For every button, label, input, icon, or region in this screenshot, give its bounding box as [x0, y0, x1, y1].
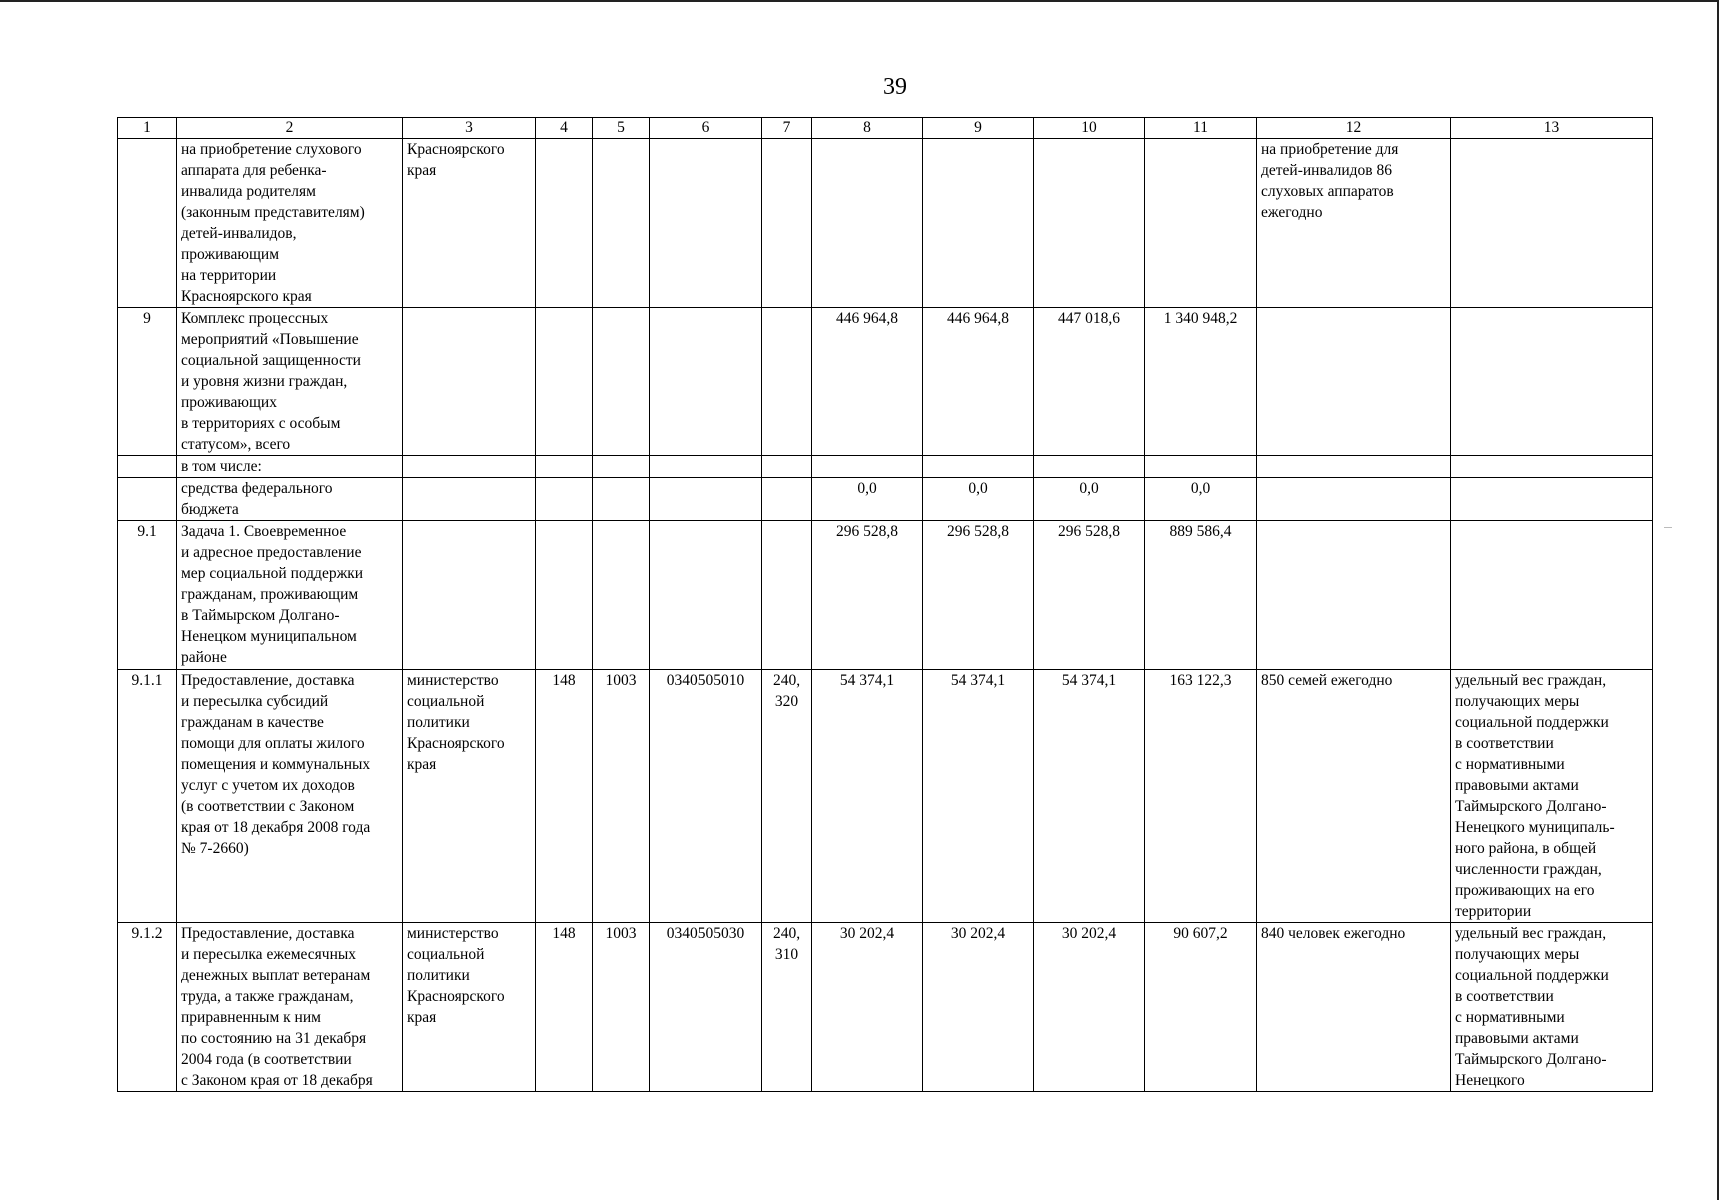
grbs-code-cell	[536, 456, 593, 478]
expense-type-cell	[762, 139, 812, 308]
expense-type-cell: 240, 310	[762, 923, 812, 1092]
column-number-cell: 12	[1257, 118, 1451, 139]
page-number: 39	[883, 74, 907, 100]
event-name-cell: Комплекс процессных мероприятий «Повышение социальной защищенности и уровня жизни граждан, проживающих в территориях с особым статусом», всего	[177, 308, 403, 456]
amount-year3-cell: 447 018,6	[1034, 308, 1145, 456]
column-number-cell: 13	[1451, 118, 1653, 139]
indicator-cell: удельный вес граждан, получающих меры социальной поддержки в соответствии с нормативными правовыми актами Таймырского Долгано- Ненецкого	[1451, 923, 1653, 1092]
amount-year3-cell	[1034, 139, 1145, 308]
section-code-cell	[593, 139, 650, 308]
row-number-cell	[118, 456, 177, 478]
table-row	[118, 923, 1653, 1092]
event-name-cell: Предоставление, доставка и пересылка субсидий гражданам в качестве помощи для оплаты жилого помещения и коммунальных услуг с учетом их доходов (в соответствии с Законом края от 18 декабря 2008 года № 7-2660)	[177, 670, 403, 923]
event-name-cell: на приобретение слухового аппарата для ребенка- инвалида родителям (законным представителям) детей-инвалидов, проживающим на территории Красноярского края	[177, 139, 403, 308]
amount-year3-cell: 54 374,1	[1034, 670, 1145, 923]
amount-year1-cell	[812, 139, 923, 308]
amount-year1-cell: 0,0	[812, 478, 923, 521]
amount-year3-cell	[1034, 456, 1145, 478]
row-number-cell: 9.1	[118, 521, 177, 670]
expense-type-cell	[762, 456, 812, 478]
amount-year1-cell: 54 374,1	[812, 670, 923, 923]
column-number-cell: 11	[1145, 118, 1257, 139]
row-number-cell: 9	[118, 308, 177, 456]
section-code-cell	[593, 478, 650, 521]
executor-cell	[403, 521, 536, 670]
expected-result-cell: 840 человек ежегодно	[1257, 923, 1451, 1092]
amount-year1-cell: 446 964,8	[812, 308, 923, 456]
amount-year3-cell: 0,0	[1034, 478, 1145, 521]
expense-type-cell	[762, 521, 812, 670]
target-article-cell	[650, 456, 762, 478]
amount-year2-cell: 296 528,8	[923, 521, 1034, 670]
amount-total-cell	[1145, 456, 1257, 478]
event-name-cell: Предоставление, доставка и пересылка ежемесячных денежных выплат ветеранам труда, а также гражданам, приравненным к ним по состоянию на 31 декабря 2004 года (в соответствии с Законом края от 18 декабря	[177, 923, 403, 1092]
grbs-code-cell	[536, 478, 593, 521]
executor-cell: министерство социальной политики Красноярского края	[403, 670, 536, 923]
expected-result-cell	[1257, 308, 1451, 456]
expense-type-cell: 240, 320	[762, 670, 812, 923]
table-row	[118, 308, 1653, 456]
amount-year2-cell: 0,0	[923, 478, 1034, 521]
indicator-cell	[1451, 308, 1653, 456]
amount-total-cell: 1 340 948,2	[1145, 308, 1257, 456]
indicator-cell	[1451, 521, 1653, 670]
amount-year1-cell	[812, 456, 923, 478]
amount-year2-cell: 446 964,8	[923, 308, 1034, 456]
scan-mark	[1664, 527, 1672, 528]
target-article-cell	[650, 521, 762, 670]
expected-result-cell: 850 семей ежегодно	[1257, 670, 1451, 923]
column-number-cell: 1	[118, 118, 177, 139]
program-table	[117, 117, 1653, 1092]
amount-year1-cell: 30 202,4	[812, 923, 923, 1092]
amount-total-cell: 163 122,3	[1145, 670, 1257, 923]
amount-total-cell	[1145, 139, 1257, 308]
table-row	[118, 139, 1653, 308]
row-number-cell: 9.1.2	[118, 923, 177, 1092]
column-number-cell: 8	[812, 118, 923, 139]
indicator-cell	[1451, 478, 1653, 521]
amount-year2-cell: 30 202,4	[923, 923, 1034, 1092]
section-code-cell	[593, 308, 650, 456]
indicator-cell	[1451, 456, 1653, 478]
indicator-cell	[1451, 139, 1653, 308]
table-row	[118, 521, 1653, 670]
amount-total-cell: 0,0	[1145, 478, 1257, 521]
section-code-cell: 1003	[593, 923, 650, 1092]
grbs-code-cell	[536, 521, 593, 670]
expense-type-cell	[762, 308, 812, 456]
expense-type-cell	[762, 478, 812, 521]
row-number-cell: 9.1.1	[118, 670, 177, 923]
amount-year3-cell: 296 528,8	[1034, 521, 1145, 670]
column-number-cell: 7	[762, 118, 812, 139]
amount-total-cell: 90 607,2	[1145, 923, 1257, 1092]
amount-total-cell: 889 586,4	[1145, 521, 1257, 670]
target-article-cell: 0340505010	[650, 670, 762, 923]
target-article-cell: 0340505030	[650, 923, 762, 1092]
target-article-cell	[650, 139, 762, 308]
grbs-code-cell	[536, 139, 593, 308]
amount-year3-cell: 30 202,4	[1034, 923, 1145, 1092]
row-number-cell	[118, 478, 177, 521]
expected-result-cell	[1257, 521, 1451, 670]
grbs-code-cell: 148	[536, 923, 593, 1092]
event-name-cell: Задача 1. Своевременное и адресное предоставление мер социальной поддержки гражданам, проживающим в Таймырском Долгано- Ненецком муниципальном районе	[177, 521, 403, 670]
amount-year1-cell: 296 528,8	[812, 521, 923, 670]
row-number-cell	[118, 139, 177, 308]
column-number-cell: 9	[923, 118, 1034, 139]
amount-year2-cell	[923, 456, 1034, 478]
executor-cell: министерство социальной политики Красноярского края	[403, 923, 536, 1092]
executor-cell	[403, 478, 536, 521]
executor-cell	[403, 456, 536, 478]
event-name-cell: в том числе:	[177, 456, 403, 478]
expected-result-cell: на приобретение для детей-инвалидов 86 слуховых аппаратов ежегодно	[1257, 139, 1451, 308]
executor-cell	[403, 308, 536, 456]
target-article-cell	[650, 308, 762, 456]
grbs-code-cell: 148	[536, 670, 593, 923]
table-row	[118, 456, 1653, 478]
grbs-code-cell	[536, 308, 593, 456]
column-number-cell: 6	[650, 118, 762, 139]
indicator-cell: удельный вес граждан, получающих меры социальной поддержки в соответствии с нормативными правовыми актами Таймырского Долгано- Ненецкого муниципаль- ного района, в общей численности граждан, проживающих на его территории	[1451, 670, 1653, 923]
target-article-cell	[650, 478, 762, 521]
column-number-cell: 2	[177, 118, 403, 139]
section-code-cell	[593, 521, 650, 670]
column-number-cell: 10	[1034, 118, 1145, 139]
event-name-cell: средства федерального бюджета	[177, 478, 403, 521]
column-number-cell: 5	[593, 118, 650, 139]
column-number-cell: 3	[403, 118, 536, 139]
executor-cell: Красноярского края	[403, 139, 536, 308]
amount-year2-cell: 54 374,1	[923, 670, 1034, 923]
expected-result-cell	[1257, 478, 1451, 521]
table-row	[118, 478, 1653, 521]
amount-year2-cell	[923, 139, 1034, 308]
section-code-cell	[593, 456, 650, 478]
section-code-cell: 1003	[593, 670, 650, 923]
column-number-cell: 4	[536, 118, 593, 139]
table-header-row	[118, 118, 1653, 139]
expected-result-cell	[1257, 456, 1451, 478]
table-row	[118, 670, 1653, 923]
